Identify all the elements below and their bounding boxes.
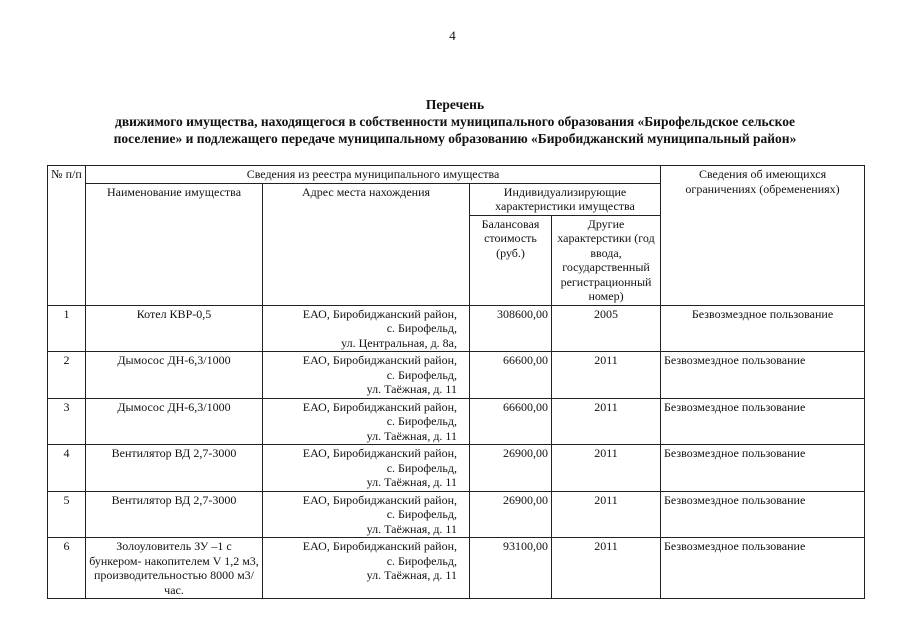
row-address: ЕАО, Биробиджанский район, с. Бирофельд, ул. Таёжная, д. 11 bbox=[263, 352, 470, 399]
title-line-3: поселение» и подлежащего передаче муниципальному образованию «Биробиджанский муниципальный район» bbox=[113, 131, 797, 146]
row-balance: 66600,00 bbox=[470, 352, 552, 399]
header-balance: Балансовая стоимость (руб.) bbox=[470, 215, 552, 305]
row-year: 2011 bbox=[552, 491, 661, 538]
row-restriction: Безвозмездное пользование bbox=[661, 491, 865, 538]
row-balance: 26900,00 bbox=[470, 491, 552, 538]
header-address: Адрес места нахождения bbox=[263, 183, 470, 305]
row-balance: 93100,00 bbox=[470, 538, 552, 599]
row-balance: 66600,00 bbox=[470, 398, 552, 445]
title-line-1: Перечень bbox=[425, 97, 485, 112]
row-num: 5 bbox=[48, 491, 86, 538]
row-name: Вентилятор ВД 2,7-3000 bbox=[86, 491, 263, 538]
row-num: 1 bbox=[48, 305, 86, 352]
header-registry-group: Сведения из реестра муниципального имущества bbox=[86, 166, 661, 184]
table-row bbox=[48, 352, 865, 399]
page-number: 4 bbox=[449, 28, 456, 43]
row-year: 2011 bbox=[552, 352, 661, 399]
row-name: Дымосос ДН-6,3/1000 bbox=[86, 352, 263, 399]
header-name: Наименование имущества bbox=[86, 183, 263, 305]
row-address: ЕАО, Биробиджанский район, с. Бирофельд, ул. Таёжная, д. 11 bbox=[263, 538, 470, 599]
row-name: Котел КВР-0,5 bbox=[86, 305, 263, 352]
row-restriction: Безвозмездное пользование bbox=[661, 352, 865, 399]
row-address: ЕАО, Биробиджанский район, с. Бирофельд, ул. Центральная, д. 8а, bbox=[263, 305, 470, 352]
row-name: Дымосос ДН-6,3/1000 bbox=[86, 398, 263, 445]
property-table bbox=[47, 165, 865, 599]
row-num: 4 bbox=[48, 445, 86, 492]
row-name: Вентилятор ВД 2,7-3000 bbox=[86, 445, 263, 492]
header-other: Другие характерстики (год ввода, государственный регистрационный номер) bbox=[552, 215, 661, 305]
header-characteristics: Индивидуализирующие характеристики имущества bbox=[470, 183, 661, 215]
row-restriction: Безвозмездное пользование bbox=[661, 398, 865, 445]
row-year: 2011 bbox=[552, 538, 661, 599]
row-restriction: Безвозмездное пользование bbox=[661, 538, 865, 599]
header-num: № п/п bbox=[48, 166, 86, 306]
row-num: 6 bbox=[48, 538, 86, 599]
table-row bbox=[48, 398, 865, 445]
title-line-2: движимого имущества, находящегося в собственности муниципального образования «Бирофельдское сельское bbox=[114, 114, 795, 129]
row-address: ЕАО, Биробиджанский район, с. Бирофельд, ул. Таёжная, д. 11 bbox=[263, 445, 470, 492]
header-restrictions: Сведения об имеющихся ограничениях (обременениях) bbox=[661, 166, 865, 306]
row-balance: 26900,00 bbox=[470, 445, 552, 492]
row-num: 3 bbox=[48, 398, 86, 445]
row-restriction: Безвозмездное пользование bbox=[661, 445, 865, 492]
row-address: ЕАО, Биробиджанский район, с. Бирофельд, ул. Таёжная, д. 11 bbox=[263, 491, 470, 538]
row-address: ЕАО, Биробиджанский район, с. Бирофельд, ул. Таёжная, д. 11 bbox=[263, 398, 470, 445]
row-year: 2011 bbox=[552, 398, 661, 445]
row-balance: 308600,00 bbox=[470, 305, 552, 352]
row-year: 2011 bbox=[552, 445, 661, 492]
table-row bbox=[48, 445, 865, 492]
table-row bbox=[48, 538, 865, 599]
table-row bbox=[48, 491, 865, 538]
row-name: Золоуловитель ЗУ –1 с бункером- накопителем V 1,2 м3, производительностью 8000 м3/час. bbox=[86, 538, 263, 599]
document-title bbox=[40, 96, 870, 147]
row-num: 2 bbox=[48, 352, 86, 399]
table-row bbox=[48, 305, 865, 352]
row-year: 2005 bbox=[552, 305, 661, 352]
row-restriction: Безвозмездное пользование bbox=[661, 305, 865, 352]
